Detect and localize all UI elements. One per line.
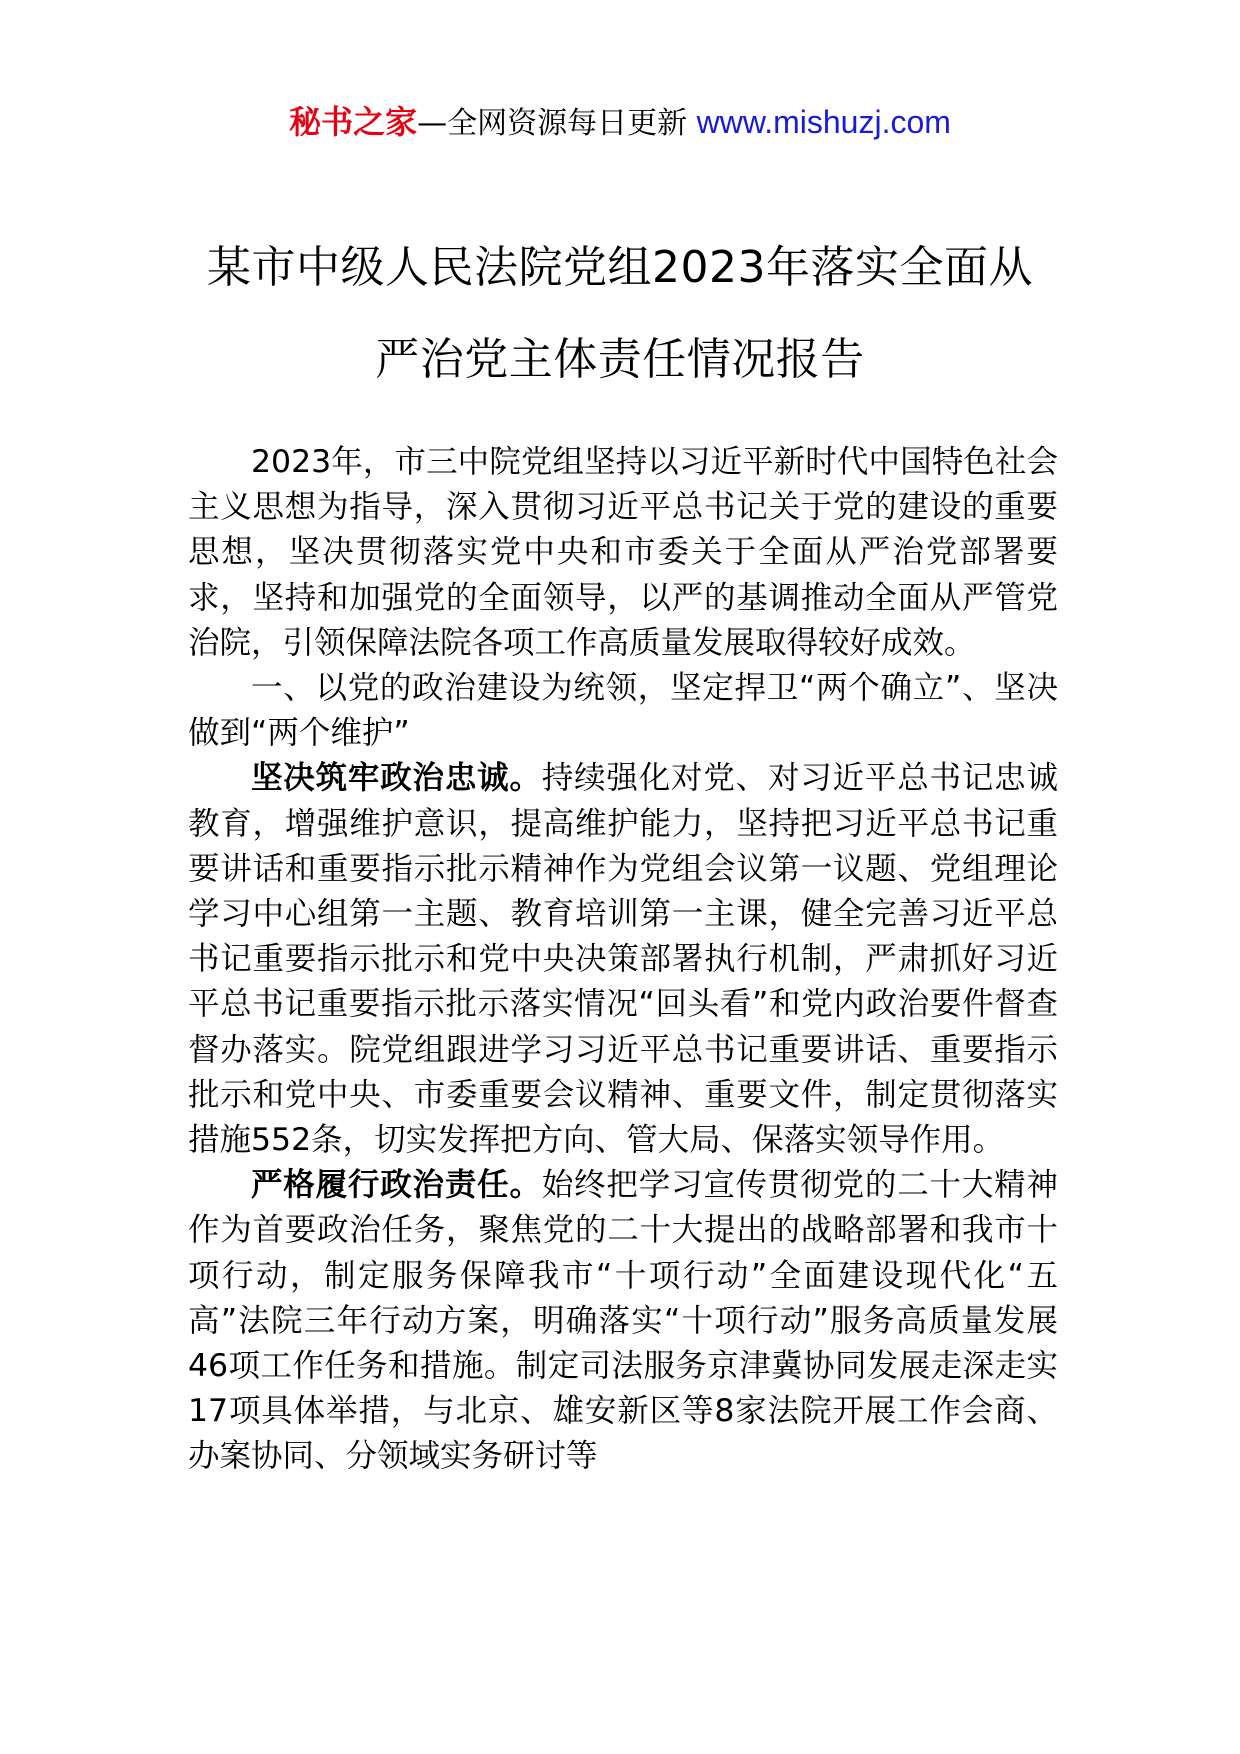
paragraph-text: 2023年，市三中院党组坚持以习近平新时代中国特色社会主义思想为指导，深入贯彻习近平总书记关于党的建设的重要思想，坚决贯彻落实党中央和市委关于全面从严治党部署要求，坚持和加强党的全面领导，以严的基调推动全面从严管党治院，引领保障法院各项工作高质量发展取得较好成效。: [188, 444, 1058, 661]
document-title: [150, 222, 1090, 406]
site-url-link[interactable]: www.mishuzj.com: [696, 104, 951, 140]
paragraph-political-loyalty: [188, 756, 1058, 1163]
paragraph-lead: 严格履行政治责任。: [251, 1167, 542, 1204]
paragraph-lead: 坚决筑牢政治忠诚。: [251, 760, 542, 797]
section-heading-text: 一、以党的政治建设为统领，坚定捍卫“两个确立”、坚决做到“两个维护”: [188, 670, 1058, 752]
section-heading-1: [188, 666, 1058, 756]
brand-name: 秘书之家: [289, 103, 418, 141]
title-line-2: 严治党主体责任情况报告: [375, 334, 865, 385]
header-slogan: —全网资源每日更新: [417, 106, 697, 141]
site-header: [0, 100, 1240, 146]
title-line-1: 某市中级人民法院党组2023年落实全面从: [207, 242, 1033, 293]
paragraph-political-responsibility: [188, 1163, 1058, 1479]
paragraph-text: 始终把学习宣传贯彻党的二十大精神作为首要政治任务，聚焦党的二十大提出的战略部署和我市十项行动，制定服务保障我市“十项行动”全面建设现代化“五高”法院三年行动方案，明确落实“十项行动”服务高质量发展46项工作任务和措施。制定司法服务京津冀协同发展走深走实17项具体举措，与北京、雄安新区等8家法院开展工作会商、办案协同、分领域实务研讨等: [188, 1167, 1058, 1475]
paragraph-text: 持续强化对党、对习近平总书记忠诚教育，增强维护意识，提高维护能力，坚持把习近平总书记重要讲话和重要指示批示精神作为党组会议第一议题、党组理论学习中心组第一主题、教育培训第一主课，健全完善习近平总书记重要指示批示和党中央决策部署执行机制，严肃抓好习近平总书记重要指示批示落实情况“回头看”和党内政治要件督查督办落实。院党组跟进学习习近平总书记重要讲话、重要指示批示和党中央、市委重要会议精神、重要文件，制定贯彻落实措施552条，切实发挥把方向、管大局、保落实领导作用。: [188, 760, 1058, 1159]
document-body: [188, 440, 1058, 1480]
paragraph-intro: [188, 440, 1058, 666]
